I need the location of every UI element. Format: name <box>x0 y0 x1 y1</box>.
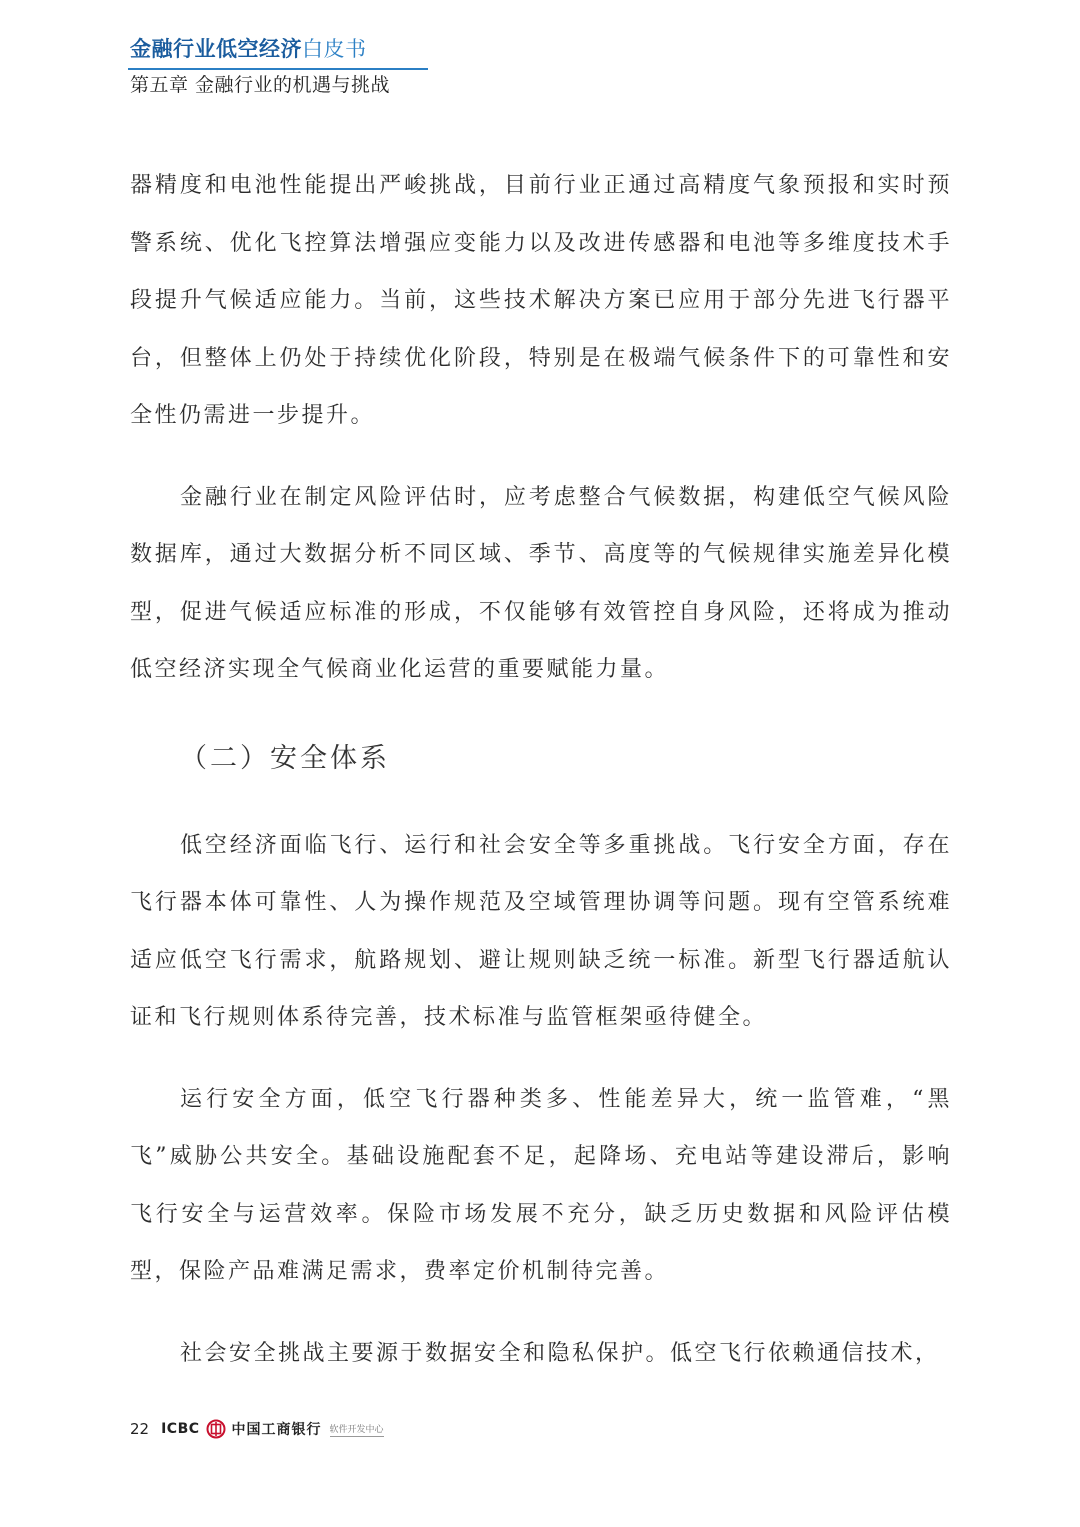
page-footer <box>130 1416 384 1442</box>
bank-name: 中国工商银行 <box>231 1422 322 1438</box>
department-name: 软件开发中心 <box>330 1422 384 1437</box>
section-heading-safety-system: （二）安全体系 <box>180 742 390 774</box>
icbc-logo-icon <box>206 1419 226 1439</box>
page-body <box>130 157 952 1406</box>
paragraph-operation-safety: 运行安全方面，低空飞行器种类多、性能差异大，统一监管难，“黑飞”威胁公共安全。基础设施配套不足，起降场、充电站等建设滞后，影响飞行安全与运营效率。保险市场发展不充分，缺乏历史数据和风险评估模型，保险产品难满足需求，费率定价机制待完善。 <box>130 1086 952 1284</box>
page-number: 22 <box>130 1420 150 1438</box>
book-title-main: 金融行业低空经济 <box>130 37 302 61</box>
paragraph-social-safety: 社会安全挑战主要源于数据安全和隐私保护。低空飞行依赖通信技术， <box>180 1340 940 1366</box>
header-divider <box>128 68 428 70</box>
paragraph-flight-safety: 低空经济面临飞行、运行和社会安全等多重挑战。飞行安全方面，存在飞行器本体可靠性、人为操作规范及空域管理协调等问题。现有空管系统难适应低空飞行需求，航路规划、避让规则缺乏统一标准。新型飞行器适航认证和飞行规则体系待完善，技术标准与监管框架亟待健全。 <box>130 832 952 1030</box>
book-title-suffix: 白皮书 <box>302 37 367 61</box>
paragraph-climate-risk: 金融行业在制定风险评估时，应考虑整合气候数据，构建低空气候风险数据库，通过大数据分析不同区域、季节、高度等的气候规律实施差异化模型，促进气候适应标准的形成，不仅能够有效管控自身风险，还将成为推动低空经济实现全气候商业化运营的重要赋能力量。 <box>130 484 952 682</box>
book-title <box>130 34 367 64</box>
chapter-title: 第五章 金融行业的机遇与挑战 <box>130 74 391 96</box>
document-header <box>130 34 367 64</box>
paragraph-continued: 器精度和电池性能提出严峻挑战，目前行业正通过高精度气象预报和实时预警系统、优化飞控算法增强应变能力以及改进传感器和电池等多维度技术手段提升气候适应能力。当前，这些技术解决方案已应用于部分先进飞行器平台，但整体上仍处于持续优化阶段，特别是在极端气候条件下的可靠性和安全性仍需进一步提升。 <box>130 173 952 428</box>
icbc-wordmark: ICBC <box>161 1421 200 1437</box>
